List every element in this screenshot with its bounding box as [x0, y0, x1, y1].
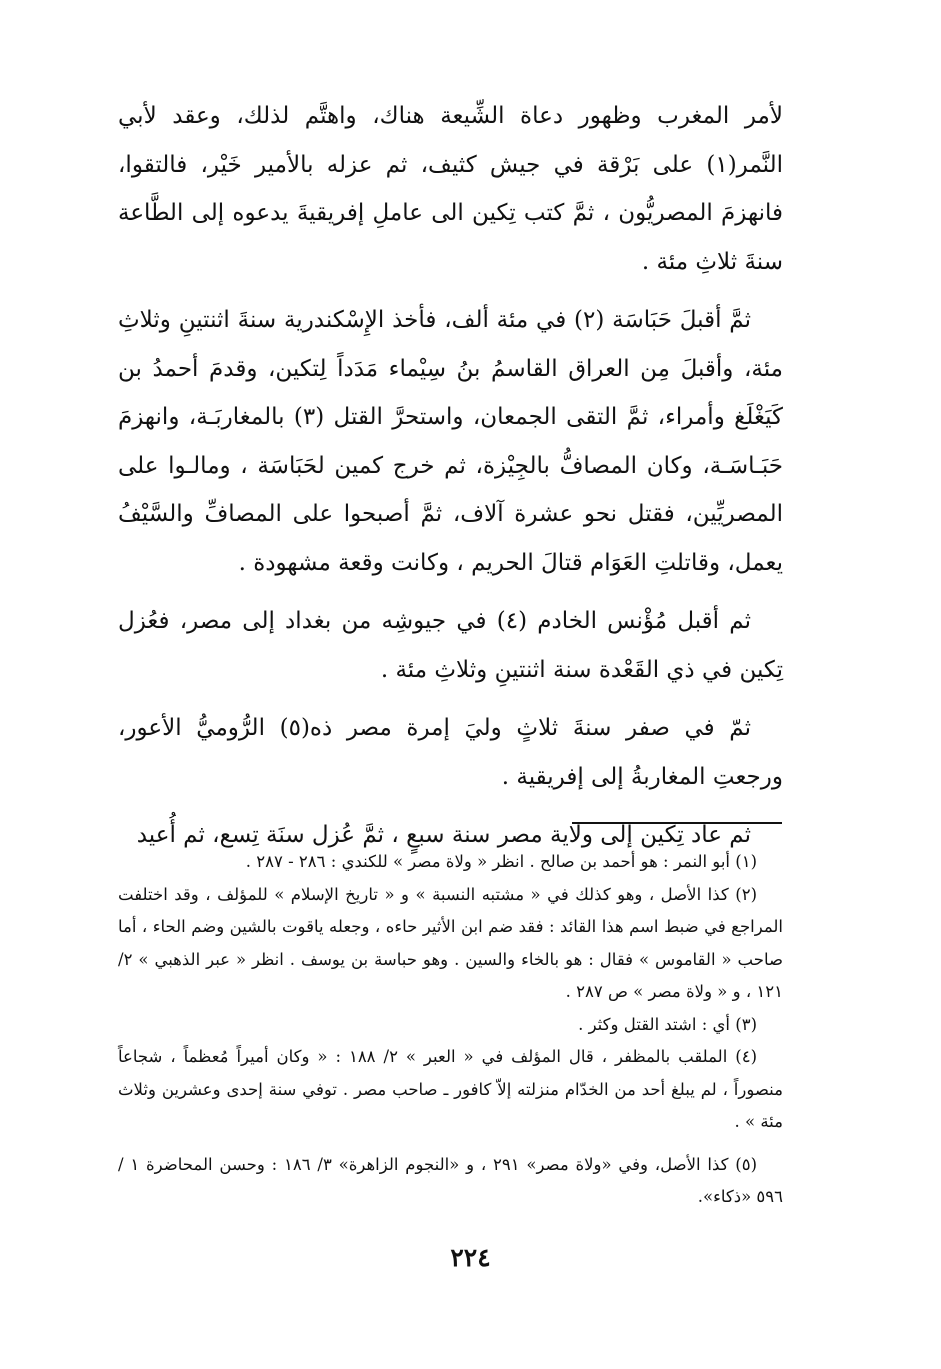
paragraph-4: ثمّ في صفر سنةَ ثلاثٍ وليَ إمرة مصر ذه(٥) الرُّوميُّ الأعور، ورجعتِ المغاربةُ إلى إفريقية . [118, 715, 783, 790]
footnotes [118, 846, 783, 1214]
paragraph-3: ثم أقبل مُؤْنس الخادم (٤) في جيوشِه من بغداد إلى مصر، فعُزل تِكين في ذي القَعْدة سنة اثنتينِ وثلاثِ مئة . [118, 608, 783, 683]
page-number: ٢٢٤ [450, 1243, 491, 1272]
footnote-2: (٢) كذا الأصل ، وهو كذلك في « مشتبه النسبة » و « تاريخ الإسلام » للمؤلف ، وقد اختلفت المراجع في ضبط اسم هذا القائد : فقد ضم ابن الأثير حاءه ، وجعله ياقوت بالشين وضم الحاء ، أما صاحب « القاموس » فقال : هو بالخاء والسين . وهو حباسة بن يوسف . انظر « عبر الذهبي » ٢/ ١٢١ ، و « ولاة مصر » ص ٢٨٧ . [118, 884, 783, 1001]
footnote-separator [572, 822, 782, 824]
footnote-4: (٤) الملقب بالمظفر ، قال المؤلف في « العبر » ٢/ ١٨٨ : « وكان أميراً مُعظماً ، شجاعاً منصوراً ، لم يبلغ أحد من الخدّام منزلته إلاّ كافور ـ صاحب مصر . توفي سنة إحدى وعشرين وثلاث مئة » . [118, 1047, 783, 1131]
paragraph-5: ثم عاد تِكين إلى ولاية مصر سنة سبعٍ ، ثمَّ عُزل سنَة تِسع، ثم أُعيد [136, 822, 751, 848]
footnote-5: (٥) كذا الأصل، وفي «ولاة مصر» ٢٩١ ، و «النجوم الزاهرة» ٣/ ١٨٦ : وحسن المحاضرة ١ / ٥٩٦ «ذكاء». [118, 1154, 783, 1206]
footnote-1: (١) أبو النمر : هو أحمد بن صالح . انظر « ولاة مصر » للكندي : ٢٨٦ - ٢٨٧ . [245, 852, 757, 871]
main-text [118, 92, 783, 870]
paragraph-2: ثمَّ أقبلَ حَبَاسَة (٢) في مئة ألف، فأخذ الإِسْكندرية سنةَ اثنتينِ وثلاثِ مئة، وأقبلَ مِن العراق القاسمُ بنُ سِيْماء مَدَداً لِتكين، وقدمَ أحمدُ بن كَيَغْلَغ وأمراء، ثمَّ التقى الجمعان، واستحرَّ القتل (٣) بالمغاربَـة، وانهزمَ حَبَـاسَـة، وكان المصافُّ بالجِيْزة، ثم خرج كمين لحَبَاسَة ، ومالـوا على المصريِّين، فقتل نحو عشرة آلاف، ثمَّ أصبحوا على المصافِّ والسَّيْفُ يعمل، وقاتلتِ العَوَام قتالَ الحريم ، وكانت وقعة مشهودة . [118, 307, 783, 576]
paragraph-1: لأمر المغرب وظهور دعاة الشِّيعة هناك، واهتَّم لذلك، وعقد لأبي النَّمر(١) على بَرْقة في جيش كثيف، ثم عزله بالأمير خَيْر، فالتقوا، فانهزمَ المصريُّون ، ثمَّ كتب تِكين الى عاملِ إفريقيةَ يدعوه إلى الطَّاعة سنةَ ثلاثِ مئة . [118, 103, 783, 275]
footnote-3: (٣) أي : اشتد القتل وكثر . [578, 1014, 757, 1034]
